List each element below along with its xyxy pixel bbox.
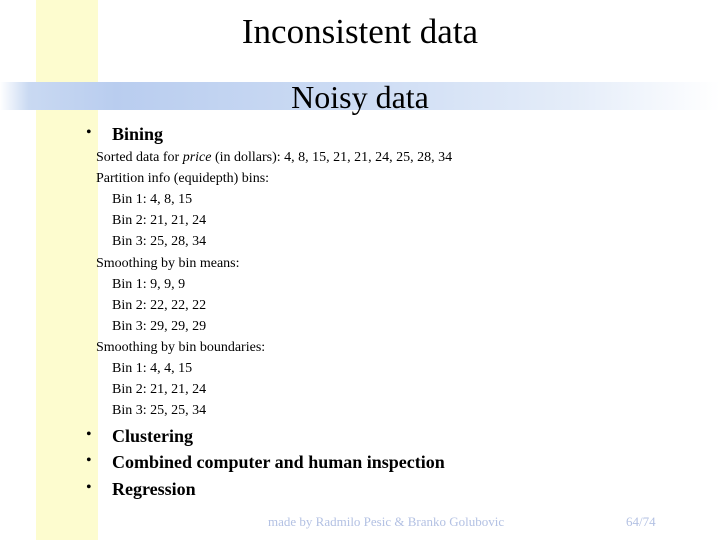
bullet-dot-icon: • bbox=[86, 479, 92, 496]
footer-credit: made by Radmilo Pesic & Branko Golubovic bbox=[268, 514, 505, 529]
boundaries-bin-1: Bin 1: 4, 4, 15 bbox=[112, 361, 193, 376]
sorted-data-italic: price bbox=[182, 150, 212, 165]
sorted-data-prefix: Sorted data for bbox=[96, 150, 183, 165]
boundaries-bin-3: Bin 3: 25, 25, 34 bbox=[112, 403, 207, 418]
means-bin-3: Bin 3: 29, 29, 29 bbox=[112, 319, 207, 334]
means-bin-1: Bin 1: 9, 9, 9 bbox=[112, 277, 186, 292]
bullet-clustering-label: Clustering bbox=[112, 426, 193, 446]
bullet-dot-icon: • bbox=[86, 426, 92, 443]
partition-bin-1: Bin 1: 4, 8, 15 bbox=[112, 192, 193, 207]
slide-subtitle: Noisy data bbox=[291, 79, 429, 115]
sorted-data-line bbox=[96, 150, 452, 166]
page-number: 64/74 bbox=[626, 514, 656, 529]
boundaries-heading: Smoothing by bin boundaries: bbox=[96, 340, 266, 355]
partition-bin-2: Bin 2: 21, 21, 24 bbox=[112, 213, 207, 228]
bullet-combined bbox=[86, 452, 445, 473]
partition-bin-3: Bin 3: 25, 28, 34 bbox=[112, 234, 207, 249]
bullet-dot-icon: • bbox=[86, 124, 92, 141]
boundaries-bin-2: Bin 2: 21, 21, 24 bbox=[112, 382, 207, 397]
bullet-dot-icon: • bbox=[86, 452, 92, 469]
sorted-data-values: (in dollars): 4, 8, 15, 21, 21, 24, 25, 28, 34 bbox=[211, 150, 453, 165]
bullet-bining bbox=[86, 124, 163, 145]
bullet-bining-label: Bining bbox=[112, 124, 164, 144]
means-bin-2: Bin 2: 22, 22, 22 bbox=[112, 298, 207, 313]
partition-heading: Partition info (equidepth) bins: bbox=[96, 171, 270, 186]
bullet-clustering bbox=[86, 426, 193, 447]
slide-title: Inconsistent data bbox=[241, 12, 479, 51]
bullet-combined-label: Combined computer and human inspection bbox=[112, 452, 445, 472]
means-heading: Smoothing by bin means: bbox=[96, 256, 240, 271]
bullet-regression bbox=[86, 479, 196, 500]
bullet-regression-label: Regression bbox=[112, 479, 196, 499]
